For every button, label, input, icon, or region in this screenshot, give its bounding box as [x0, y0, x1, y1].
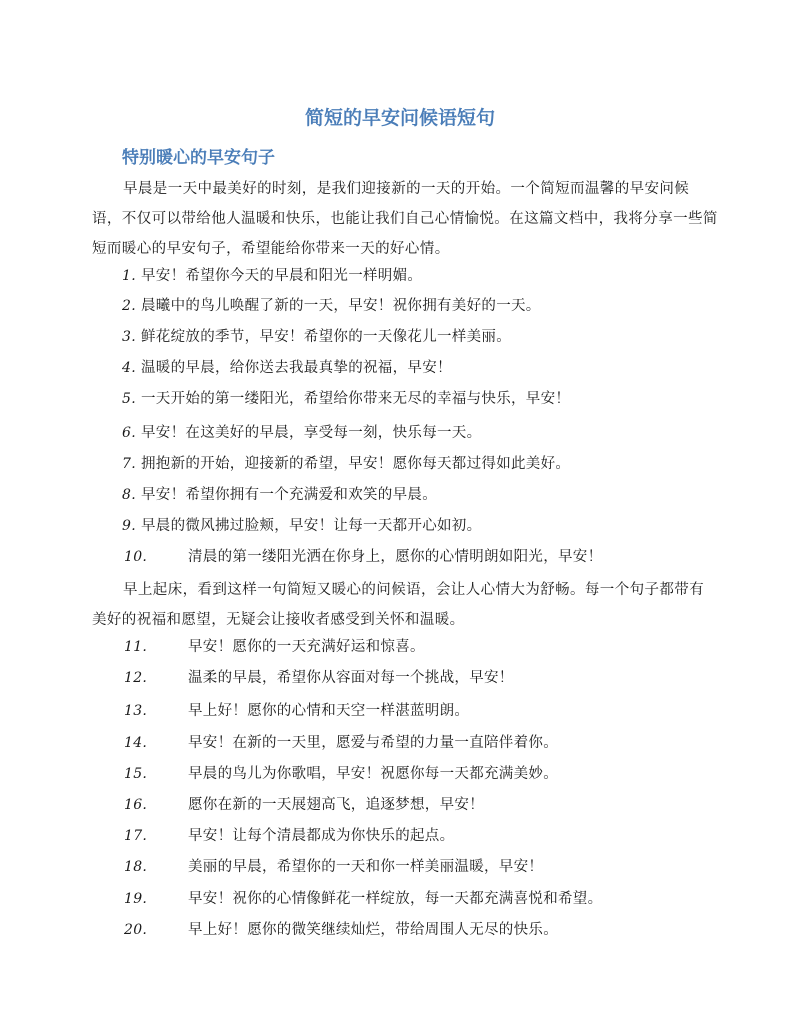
- list-item-number: 3.: [122, 329, 136, 345]
- list-item-text: 温暖的早晨，给你送去我最真挚的祝福，早安！: [141, 360, 452, 376]
- list-item-text: 早安！希望你拥有一个充满爱和欢笑的早晨。: [141, 487, 437, 503]
- list-item: [0, 759, 800, 789]
- list-item: [0, 915, 800, 945]
- list-item: [0, 852, 800, 882]
- list-item-text: 拥抱新的开始，迎接新的希望，早安！愿你每天都过得如此美好。: [141, 456, 571, 472]
- list-item-number: 5.: [122, 391, 136, 407]
- list-item-text: 早安！在新的一天里，愿爱与希望的力量一直陪伴着你。: [188, 735, 558, 751]
- list-item-text: 早上好！愿你的微笑继续灿烂，带给周围人无尽的快乐。: [188, 922, 558, 938]
- list-item-number: 7.: [122, 456, 136, 472]
- list-item-number: 18.: [124, 859, 148, 875]
- list-item-number: 15.: [124, 766, 148, 782]
- section-heading: 特别暖心的早安句子: [122, 148, 275, 168]
- intro-paragraph: 早晨是一天中最美好的时刻，是我们迎接新的一天的开始。一个简短而温馨的早安问候语，不仅可以带给他人温暖和快乐，也能让我们自己心情愉悦。在这篇文档中，我将分享一些简短而暖心的早安句子，希望能给你带来一天的好心情。: [92, 181, 718, 257]
- list-item-text: 早上好！愿你的心情和天空一样湛蓝明朗。: [188, 703, 470, 719]
- list-item-text: 早晨的鸟儿为你歌唱，早安！祝愿你每一天都充满美妙。: [188, 766, 558, 782]
- list-item-number: 16.: [124, 797, 148, 813]
- list-item-text: 一天开始的第一缕阳光，希望给你带来无尽的幸福与快乐，早安！: [141, 391, 571, 407]
- list-item-number: 12.: [124, 670, 148, 686]
- list-item-text: 鲜花绽放的季节，早安！希望你的一天像花儿一样美丽。: [141, 329, 511, 345]
- list-item-number: 1.: [122, 268, 136, 284]
- list-item-text: 晨曦中的鸟儿唤醒了新的一天，早安！祝你拥有美好的一天。: [141, 298, 541, 314]
- list-item-number: 14.: [124, 735, 148, 751]
- list-item-number: 11.: [124, 639, 148, 655]
- list-item-text: 清晨的第一缕阳光洒在你身上，愿你的心情明朗如阳光，早安！: [188, 549, 603, 565]
- list-item-text: 愿你在新的一天展翅高飞，追逐梦想，早安！: [188, 797, 484, 813]
- list-item-number: 4.: [122, 360, 136, 376]
- list-item: [0, 884, 800, 914]
- document-title: 简短的早安问候语短句: [304, 107, 495, 129]
- list-item: [0, 632, 800, 662]
- list-item-number: 20.: [124, 922, 148, 938]
- list-item-text: 早安！祝你的心情像鲜花一样绽放，每一天都充满喜悦和希望。: [188, 891, 603, 907]
- list-item: [0, 821, 800, 851]
- list-item-text: 美丽的早晨，希望你的一天和你一样美丽温暖，早安！: [188, 859, 544, 875]
- list-item-number: 13.: [124, 703, 148, 719]
- list-item-number: 17.: [124, 828, 148, 844]
- list-item-text: 早安！让每个清晨都成为你快乐的起点。: [188, 828, 455, 844]
- list-item: [0, 790, 800, 820]
- list-item: [0, 663, 800, 693]
- list-item-number: 2.: [122, 298, 136, 314]
- list-item-text: 早安！希望你今天的早晨和阳光一样明媚。: [141, 268, 423, 284]
- list-item-text: 温柔的早晨，希望你从容面对每一个挑战，早安！: [188, 670, 514, 686]
- list-item-text: 早安！愿你的一天充满好运和惊喜。: [188, 639, 425, 655]
- list-item-text: 早晨的微风拂过脸颊，早安！让每一天都开心如初。: [141, 518, 482, 534]
- list-item-number: 8.: [122, 487, 136, 503]
- list-item: [0, 728, 800, 758]
- list-item-number: 9.: [122, 518, 136, 534]
- middle-paragraph: 早上起床，看到这样一句简短又暖心的问候语，会让人心情大为舒畅。每一个句子都带有美好的祝福和愿望，无疑会让接收者感受到关怀和温暖。: [92, 582, 705, 628]
- list-item-number: 6.: [122, 425, 136, 441]
- list-item-number: 10.: [124, 549, 148, 565]
- list-item-number: 19.: [124, 891, 148, 907]
- list-item-text: 早安！在这美好的早晨，享受每一刻，快乐每一天。: [141, 425, 482, 441]
- list-item: [0, 696, 800, 726]
